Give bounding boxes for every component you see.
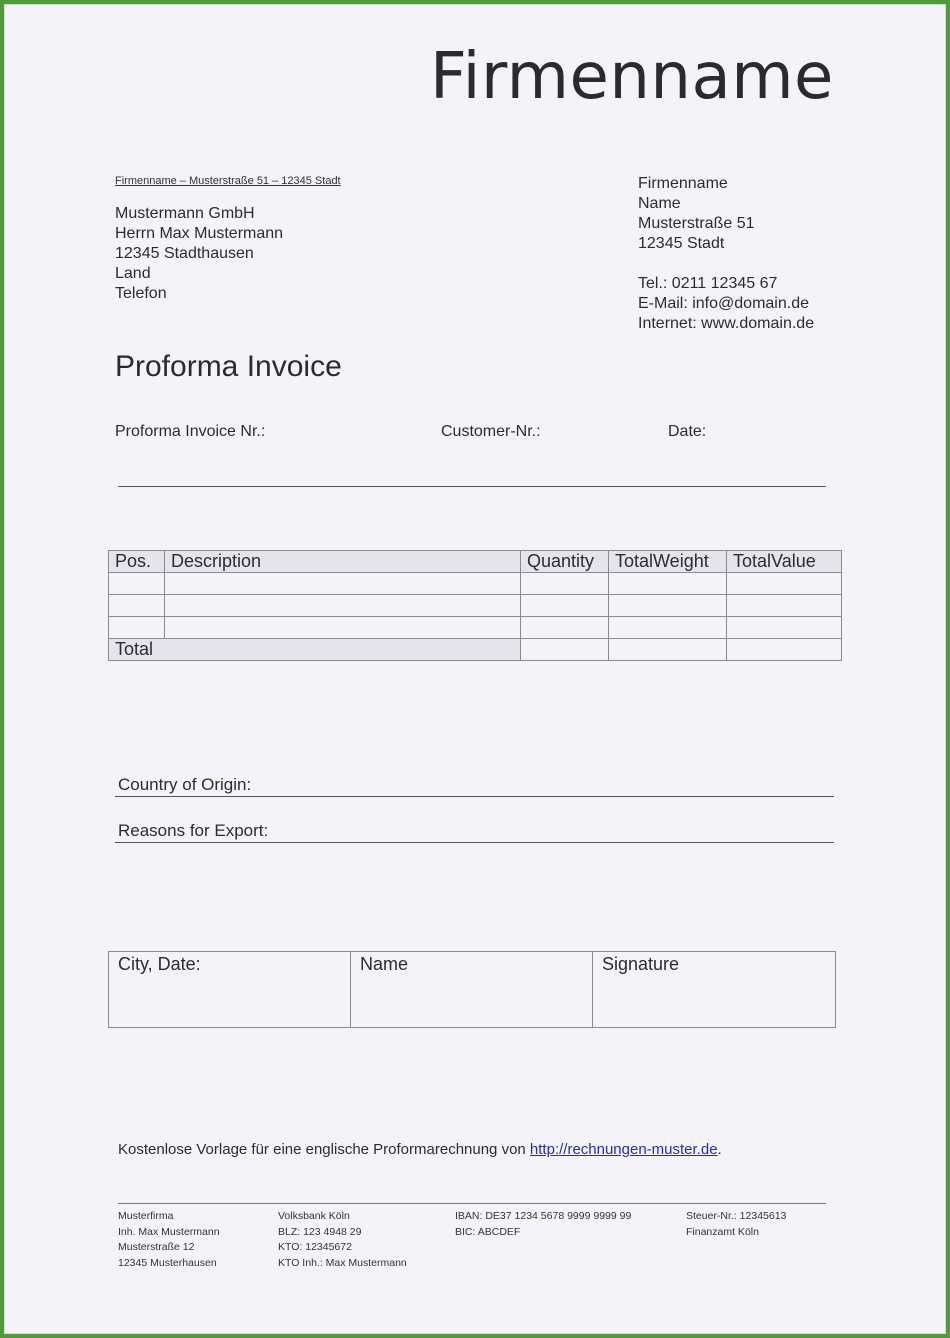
recipient-address: [115, 204, 283, 304]
company-email: E-Mail: info@domain.de: [638, 295, 809, 312]
cell-pos[interactable]: [109, 595, 165, 617]
col-header-total-value: TotalValue: [727, 551, 842, 573]
cell-quantity[interactable]: [521, 617, 609, 639]
footer-line: KTO: 12345672: [278, 1241, 352, 1253]
note-text: Kostenlose Vorlage für eine englische Proformarechnung von: [118, 1141, 530, 1158]
company-line: Musterstraße 51: [638, 215, 755, 232]
items-table: [108, 550, 842, 661]
footer-line: Musterstraße 12: [118, 1241, 195, 1253]
reasons-for-export-label: Reasons for Export:: [118, 821, 269, 840]
footer-line: IBAN: DE37 1234 5678 9999 9999 99: [455, 1210, 632, 1222]
cell-description[interactable]: [165, 595, 521, 617]
date-label: Date:: [668, 423, 707, 440]
reasons-for-export-line[interactable]: [115, 842, 834, 843]
footer-iban: [455, 1209, 631, 1240]
col-header-pos: Pos.: [109, 551, 165, 573]
total-value[interactable]: [727, 639, 842, 661]
footer-tax: [686, 1209, 786, 1240]
company-line: [638, 254, 814, 274]
footer-line: Inh. Max Mustermann: [118, 1225, 220, 1238]
city-date-cell[interactable]: City, Date:: [109, 952, 351, 1028]
table-row: [109, 617, 842, 639]
company-line: Name: [638, 195, 681, 212]
footer-line: Steuer-Nr.: 12345613: [686, 1210, 787, 1222]
company-phone: Tel.: 0211 12345 67: [638, 275, 778, 292]
table-row: [109, 595, 842, 617]
total-row: [109, 639, 842, 661]
recipient-line: Herrn Max Mustermann: [115, 225, 284, 242]
customer-nr-label: Customer-Nr.:: [441, 423, 541, 440]
footer-bank: [278, 1209, 407, 1271]
name-cell[interactable]: Name: [351, 952, 593, 1028]
footer-line: BLZ: 123 4948 29: [278, 1225, 362, 1238]
cell-total-weight[interactable]: [609, 617, 727, 639]
cell-total-value[interactable]: [727, 595, 842, 617]
footer-line: KTO Inh.: Max Mustermann: [278, 1256, 407, 1269]
company-title: Firmenname: [430, 40, 834, 114]
cell-total-weight[interactable]: [609, 595, 727, 617]
company-line: Firmenname: [638, 175, 728, 192]
cell-pos[interactable]: [109, 617, 165, 639]
cell-total-value[interactable]: [727, 573, 842, 595]
cell-description[interactable]: [165, 573, 521, 595]
sender-address-line: Firmenname – Musterstraße 51 – 12345 Stadt: [115, 175, 341, 187]
footer-line: 12345 Musterhausen: [118, 1256, 217, 1269]
note-suffix: .: [717, 1141, 722, 1158]
cell-quantity[interactable]: [521, 573, 609, 595]
company-contact-block: [638, 174, 814, 334]
recipient-line: Mustermann GmbH: [115, 205, 255, 222]
footer-line: Volksbank Köln: [278, 1210, 350, 1222]
table-row: [109, 573, 842, 595]
document-title: Proforma Invoice: [115, 350, 342, 383]
col-header-quantity: Quantity: [521, 551, 609, 573]
template-link[interactable]: http://rechnungen-muster.de: [529, 1141, 718, 1158]
company-website: Internet: www.domain.de: [638, 315, 815, 332]
company-line: 12345 Stadt: [638, 235, 725, 252]
items-header-row: [109, 551, 842, 573]
signature-cell[interactable]: Signature: [593, 952, 836, 1028]
footer-line: BIC: ABCDEF: [455, 1225, 521, 1238]
recipient-line: Land: [115, 265, 151, 282]
total-weight[interactable]: [609, 639, 727, 661]
cell-quantity[interactable]: [521, 595, 609, 617]
meta-divider: [118, 486, 826, 487]
invoice-nr-label: Proforma Invoice Nr.:: [115, 423, 266, 440]
col-header-total-weight: TotalWeight: [609, 551, 727, 573]
footer-divider: [118, 1203, 826, 1204]
total-quantity[interactable]: [521, 639, 609, 661]
footer-line: Musterfirma: [118, 1210, 174, 1222]
cell-total-weight[interactable]: [609, 573, 727, 595]
footer-company: [118, 1209, 220, 1271]
cell-pos[interactable]: [109, 573, 165, 595]
signature-table: [108, 951, 836, 1028]
cell-total-value[interactable]: [727, 617, 842, 639]
footer-line: Finanzamt Köln: [686, 1225, 759, 1238]
country-of-origin-label: Country of Origin:: [118, 775, 252, 794]
col-header-description: Description: [165, 551, 521, 573]
recipient-line: 12345 Stadthausen: [115, 245, 254, 262]
country-of-origin-line[interactable]: [115, 796, 834, 797]
template-note: [118, 1141, 722, 1158]
total-label: Total: [109, 639, 521, 661]
cell-description[interactable]: [165, 617, 521, 639]
recipient-line: Telefon: [115, 285, 167, 302]
